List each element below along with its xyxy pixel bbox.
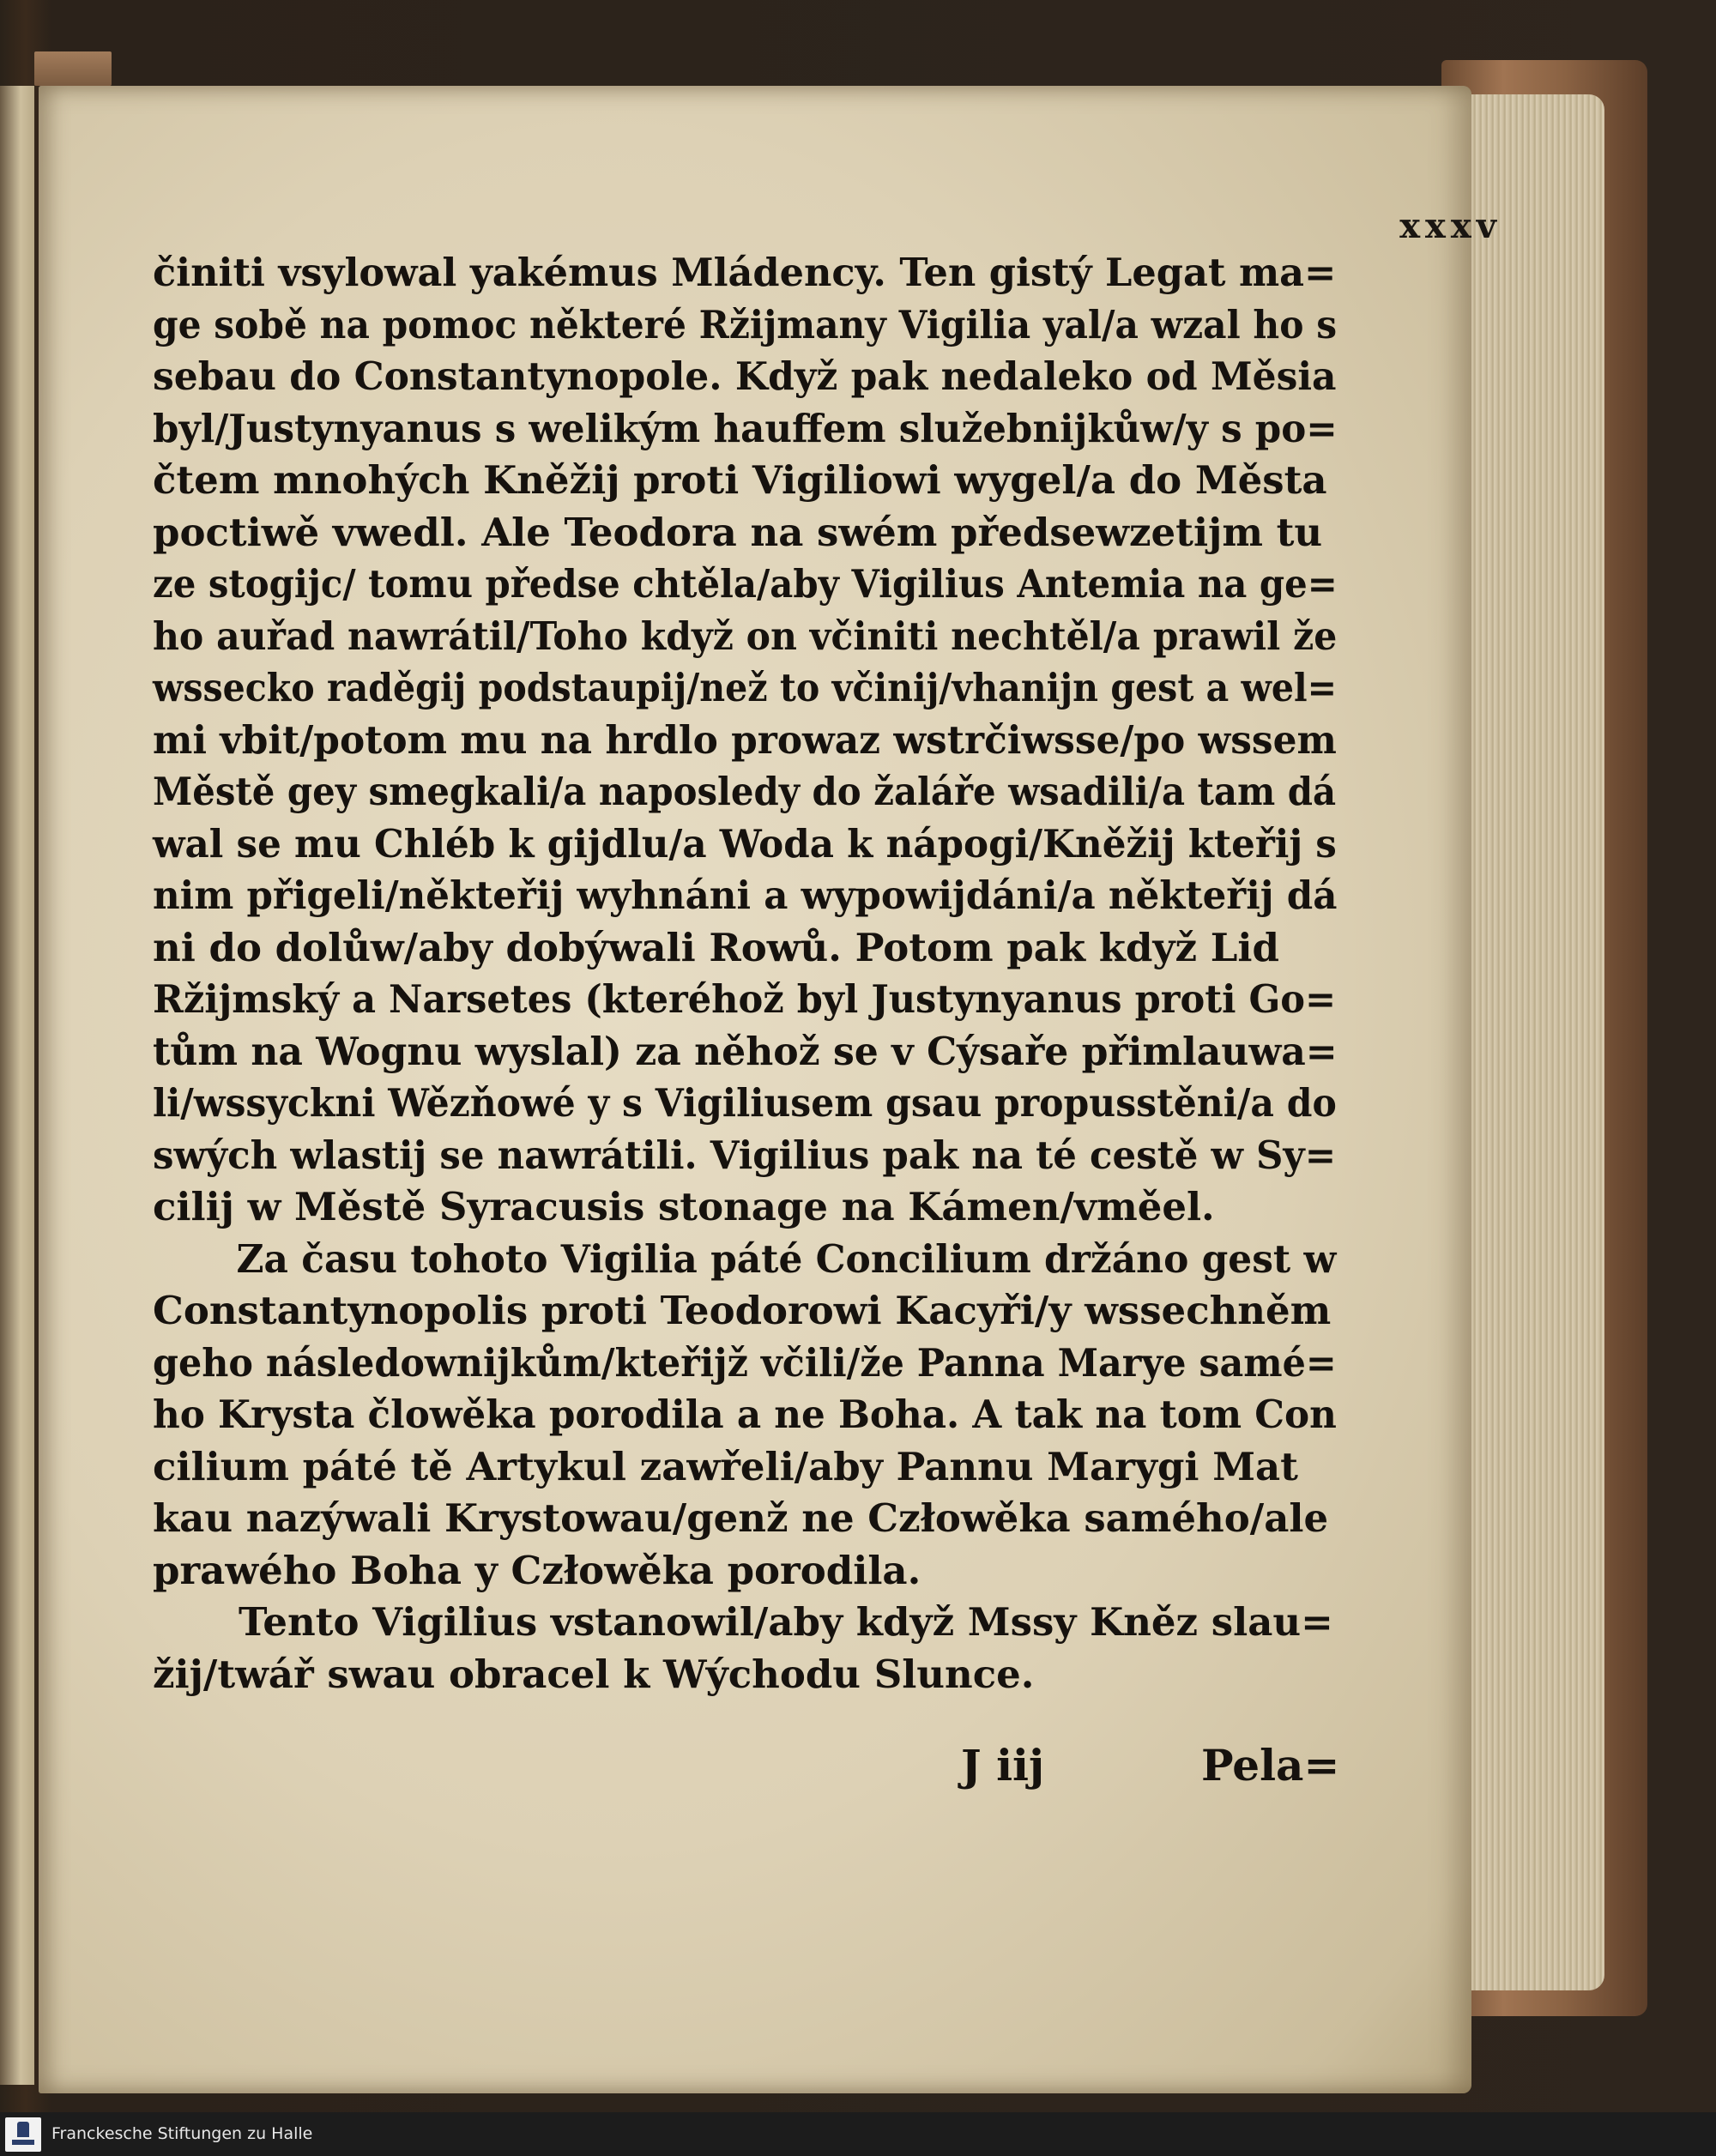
text-line: kau nazýwali Krystowau/genž ne Człowěka samého/ale [153,1495,1329,1541]
text-line: nim přigeli/někteřij wyhnáni a wypowijdáni/a někteřij dá [153,873,1338,918]
text-line: čtem mnohých Kněžij proti Vigiliowi wygel/a do Města [153,457,1327,503]
text-line: byl/Justynyanus s welikým hauffem služebnijkůw/y s po= [153,405,1338,451]
text-line: swých wlastij se nawrátili. Vigilius pak na té cestě w Sy= [153,1132,1337,1178]
signature-mark: J iij [961,1740,1045,1791]
text-line: wssecko raděgij podstaupij/než to včinij/vhanijn gest a wel= [153,665,1338,710]
text-line: ni do dolůw/aby dobýwali Rowů. Potom pak když Lid [153,924,1279,970]
folio-number: xxxv [1399,206,1502,246]
left-page-edge [0,86,34,2085]
text-line: žij/twář swau obracel k Wýchodu Slunce. [153,1651,1035,1697]
text-line: poctiwě vwedl. Ale Teodora na swém předsewzetijm tu [153,509,1323,555]
catchword: Pela= [1201,1740,1340,1791]
text-line: geho následownijkům/kteřijž včili/že Panna Marye samé= [153,1339,1337,1386]
text-line: prawého Boha y Człowěka porodila. [153,1547,921,1593]
footer-label: Franckesche Stiftungen zu Halle [51,2124,313,2143]
text-line: tům na Wognu wyslal) za něhož se v Cýsaře přimlauwa= [153,1028,1338,1074]
text-line: Constantynopolis proti Teodorowi Kacyři/y wssechněm [153,1288,1332,1333]
text-line: cilium páté tě Artykul zawřeli/aby Pannu Marygi Mat [153,1443,1298,1489]
text-line: Městě gey smegkali/a naposledy do žaláře wsadili/a tam dá [153,769,1337,814]
text-line: ge sobě na pomoc některé Ržijmany Vigilia yal/a wzal ho s [153,301,1338,347]
text-line: cilij w Městě Syracusis stonage na Kámen/vměel. [153,1184,1215,1229]
text-line: ho Krysta člowěka porodila a ne Boha. A tak na tom Con [153,1392,1337,1437]
page-stack-edge [1459,94,1604,1990]
text-line: činiti vsylowal yakémus Mládency. Ten gistý Legat ma= [153,250,1337,295]
text-line: Tento Vigilius vstanowil/aby když Mssy Kněz slau= [239,1599,1333,1645]
text-line: ze stogijc/ tomu předse chtěla/aby Vigilius Antemia na ge= [153,561,1338,607]
text-line: wal se mu Chléb k gijdlu/a Woda k nápogi/Kněžij kteřij s [153,820,1337,867]
text-line: ho auřad nawrátil/Toho když on včiniti nechtěl/a prawil že [153,613,1338,659]
page-text [153,247,1337,1700]
book-cover-top-left [34,51,112,86]
footer-bar [0,2112,1716,2156]
text-line: sebau do Constantynopole. Když pak nedaleko od Měsia [153,353,1337,399]
text-line: li/wssyckni Wězňowé y s Vigiliusem gsau propusstěni/a do [153,1080,1337,1126]
text-line: Za času tohoto Vigilia páté Concilium držáno gest w [236,1235,1337,1282]
text-line: mi vbit/potom mu na hrdlo prowaz wstrčiwsse/po wssem [153,716,1337,763]
text-line: Ržijmský a Narsetes (kteréhož byl Justynyanus proti Go= [153,976,1337,1022]
institution-logo-icon [5,2117,41,2152]
